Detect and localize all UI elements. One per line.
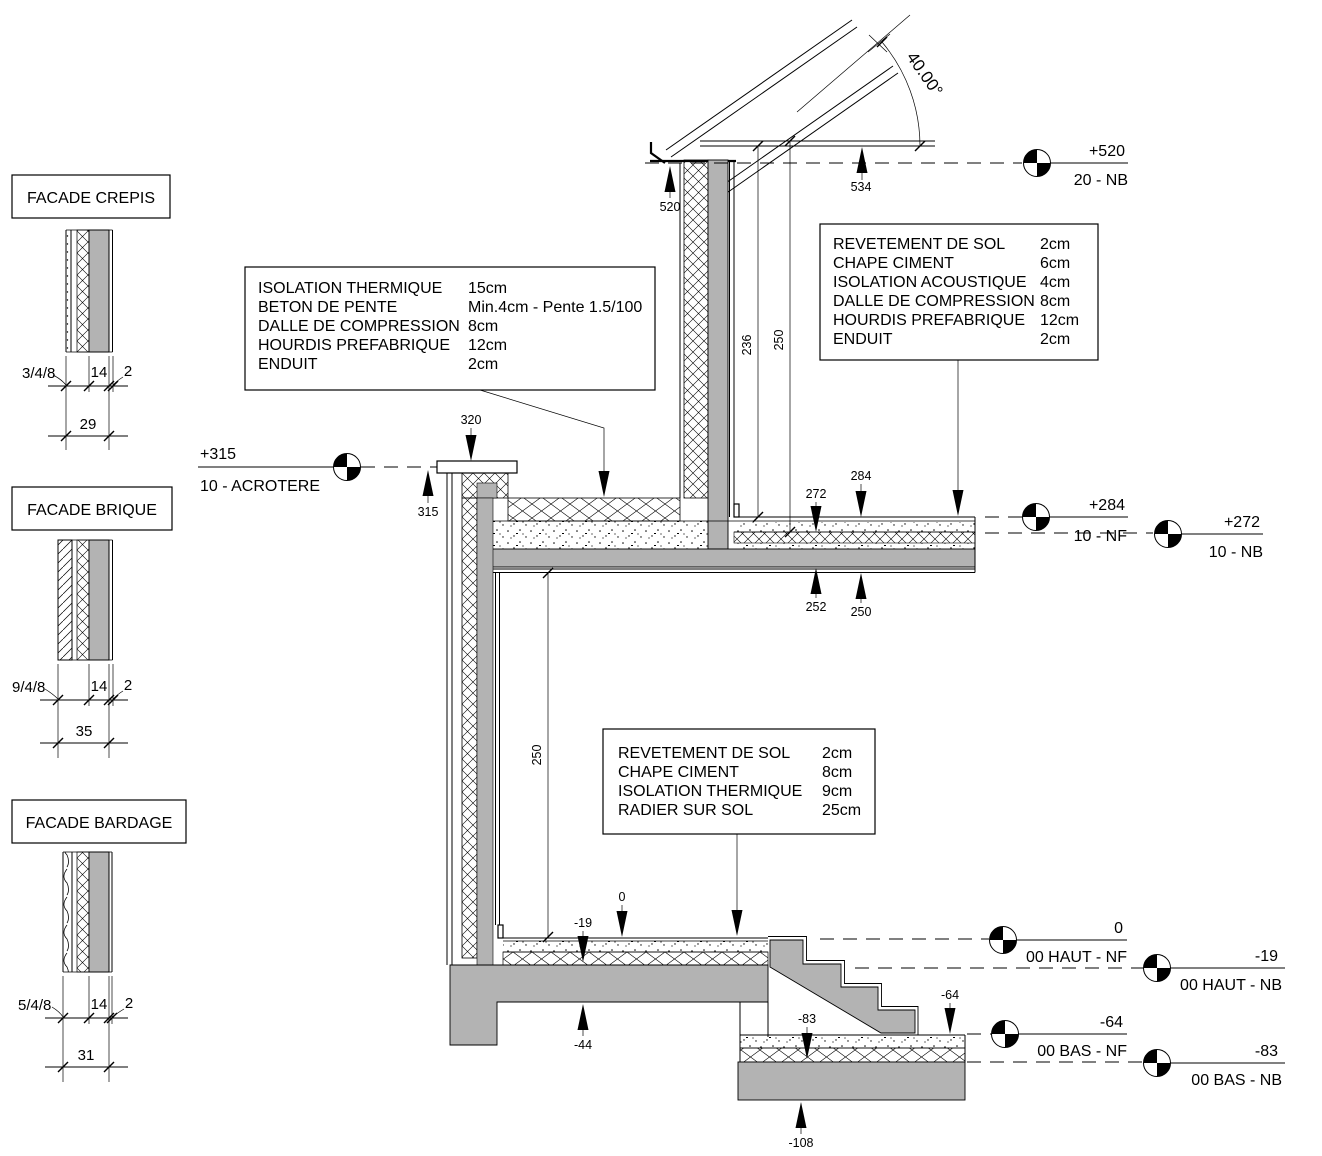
level-name: 10 - NF	[1073, 528, 1127, 545]
callout-row-value: Min.4cm - Pente 1.5/100	[468, 299, 643, 316]
stair	[770, 940, 915, 1033]
level-marker-icon	[1144, 1050, 1171, 1077]
callout-row-value: 15cm	[468, 280, 508, 297]
dim-total: 29	[79, 416, 97, 433]
callout-row-label: REVETEMENT DE SOL	[833, 236, 1006, 253]
level-name: 00 HAUT - NB	[1180, 977, 1282, 994]
level-value: +315	[200, 446, 237, 463]
level-marker-icon	[992, 1021, 1019, 1048]
level-00-haut-nf	[820, 920, 1127, 966]
leader-arrow-icon	[732, 910, 743, 936]
raft-slab	[450, 965, 768, 1045]
cladding-layer	[63, 852, 72, 972]
callout-row-label: HOURDIS PREFABRIQUE	[258, 337, 451, 354]
dim-finish: 2	[123, 677, 133, 694]
dim-basement-finished: -64	[940, 988, 960, 1002]
dim-total: 31	[77, 1047, 95, 1064]
dim-ceiling-raw: 250	[850, 605, 872, 619]
level-marker-icon	[1155, 521, 1182, 548]
upper-wall	[680, 160, 734, 549]
callout-row-value: 8cm	[822, 764, 853, 781]
callout-row-value: 8cm	[468, 318, 499, 335]
insulation-layer	[77, 852, 89, 972]
callout-row-value: 12cm	[1040, 312, 1080, 329]
roof-angle-label: 40.00°	[902, 48, 947, 100]
terrace-insulation	[508, 498, 680, 521]
dim-core: 14	[90, 996, 108, 1013]
facade-crepis-detail	[12, 175, 170, 450]
level-name: 00 BAS - NF	[1037, 1043, 1127, 1060]
callout-row-label: CHAPE CIMENT	[618, 764, 739, 781]
dim-basement-raw: -83	[797, 1012, 817, 1026]
callout-row-label: ISOLATION THERMIQUE	[618, 783, 803, 800]
leader-arrow-icon	[953, 490, 964, 516]
insulation-layer	[77, 230, 89, 352]
dim-floor-finished: 284	[850, 469, 872, 483]
ground-floor	[450, 938, 768, 1062]
floor-insulation	[503, 952, 768, 965]
floor-screed	[503, 941, 768, 952]
floor-slab	[477, 549, 975, 567]
dim-core: 14	[90, 678, 108, 695]
callout-row-value: 2cm	[1040, 236, 1071, 253]
dim-finish: 2	[123, 363, 133, 380]
level-00-bas-nf	[967, 1014, 1127, 1060]
gutter	[651, 142, 665, 163]
callout-row-label: RADIER SUR SOL	[618, 802, 754, 819]
slope-concrete	[493, 521, 708, 549]
callout-row-label: REVETEMENT DE SOL	[618, 745, 791, 762]
level-10-acrotere	[198, 446, 437, 495]
dim-floor-raw: 272	[805, 487, 827, 501]
coping-stone	[437, 461, 517, 473]
callout-row-value: 2cm	[822, 745, 853, 762]
dim-wall-height: 520	[659, 200, 681, 214]
facade-bardage-title: FACADE BARDAGE	[25, 815, 173, 832]
dim-basement-slab-bottom: -108	[788, 1136, 814, 1150]
callout-row-label: DALLE DE COMPRESSION	[258, 318, 460, 335]
floor-screed	[740, 1037, 965, 1048]
callout-row-label: ENDUIT	[833, 331, 893, 348]
level-marker-icon	[1023, 504, 1050, 531]
dim-core: 14	[90, 364, 108, 381]
level-marker-icon	[334, 454, 361, 481]
parapet	[437, 461, 517, 498]
level-value: +272	[1223, 514, 1260, 531]
callout-row-value: 9cm	[822, 783, 853, 800]
callout-ground-floor	[603, 729, 875, 936]
wall-concrete	[477, 498, 493, 965]
facade-crepis-title: FACADE CREPIS	[26, 190, 156, 207]
floor-insulation	[740, 1048, 965, 1062]
dim-roof-offset: 534	[850, 180, 872, 194]
callout-row-label: BETON DE PENTE	[258, 299, 398, 316]
level-10-nf	[985, 497, 1128, 545]
dim-total: 35	[75, 723, 93, 740]
callout-row-value: 12cm	[468, 337, 508, 354]
level-value: +284	[1088, 497, 1125, 514]
level-value: 0	[1114, 920, 1123, 937]
callout-row-value: 4cm	[1040, 274, 1071, 291]
floor-screed	[734, 522, 975, 532]
dim-outer-layers: 3/4/8	[22, 365, 56, 382]
facade-brique-detail	[12, 487, 172, 758]
parapet-concrete	[477, 483, 497, 498]
dim-radier-bottom: -44	[573, 1038, 593, 1052]
crepis-layer	[66, 230, 71, 352]
skirting	[734, 504, 739, 517]
wall-insulation	[462, 498, 477, 958]
callout-row-label: ISOLATION THERMIQUE	[258, 280, 443, 297]
dim-finish: 2	[124, 995, 134, 1012]
callout-row-value: 25cm	[822, 802, 862, 819]
callout-row-label: DALLE DE COMPRESSION	[833, 293, 1035, 310]
level-name: 20 - NB	[1073, 172, 1128, 189]
dim-ground-raw: -19	[573, 916, 593, 930]
level-value: -83	[1254, 1043, 1278, 1060]
callout-row-value: 2cm	[468, 356, 499, 373]
callout-row-label: CHAPE CIMENT	[833, 255, 954, 272]
callout-row-value: 8cm	[1040, 293, 1071, 310]
dim-storey-height: 250	[530, 744, 544, 766]
masonry-layer	[89, 852, 109, 972]
level-value: -64	[1099, 1014, 1123, 1031]
level-value: +520	[1088, 143, 1125, 160]
callout-row-label: HOURDIS PREFABRIQUE	[833, 312, 1026, 329]
dim-ceiling-finished: 252	[805, 600, 827, 614]
masonry-layer	[89, 540, 109, 660]
stair-and-lower-floor	[738, 937, 965, 1101]
lower-slab	[738, 1062, 965, 1100]
level-name: 10 - NB	[1208, 544, 1263, 561]
insulation-layer	[77, 540, 89, 660]
dim-parapet-level: 315	[417, 505, 439, 519]
facade-bardage-detail	[12, 800, 186, 1082]
level-marker-icon	[1024, 150, 1051, 177]
level-name: 10 - ACROTERE	[200, 478, 321, 495]
skirting	[498, 925, 503, 938]
facade-brique-title: FACADE BRIQUE	[27, 502, 157, 519]
acoustic-insulation	[734, 532, 975, 543]
compression-layer	[734, 543, 975, 549]
wall-insulation	[684, 160, 708, 498]
brick-layer	[58, 540, 72, 660]
callout-row-label: ISOLATION ACOUSTIQUE	[833, 274, 1027, 291]
dim-parapet-top: 320	[460, 413, 482, 427]
dim-interior-finished: 236	[740, 334, 754, 356]
level-marker-icon	[1144, 955, 1171, 982]
callout-row-value: 6cm	[1040, 255, 1071, 272]
dim-ground-finished: 0	[618, 890, 626, 904]
level-name: 00 HAUT - NF	[1025, 949, 1127, 966]
callout-row-value: 2cm	[1040, 331, 1071, 348]
level-name: 00 BAS - NB	[1191, 1072, 1282, 1089]
callout-row-label: ENDUIT	[258, 356, 318, 373]
leader-arrow-icon	[599, 471, 610, 497]
wall-concrete	[708, 160, 728, 549]
level-marker-icon	[990, 927, 1017, 954]
dim-outer-layers: 9/4/8	[12, 679, 46, 696]
dim-interior-raw: 250	[772, 329, 786, 351]
extension-lines	[63, 976, 112, 1082]
level-value: -19	[1254, 948, 1278, 965]
masonry-layer	[89, 230, 109, 352]
dim-outer-layers: 5/4/8	[18, 997, 52, 1014]
